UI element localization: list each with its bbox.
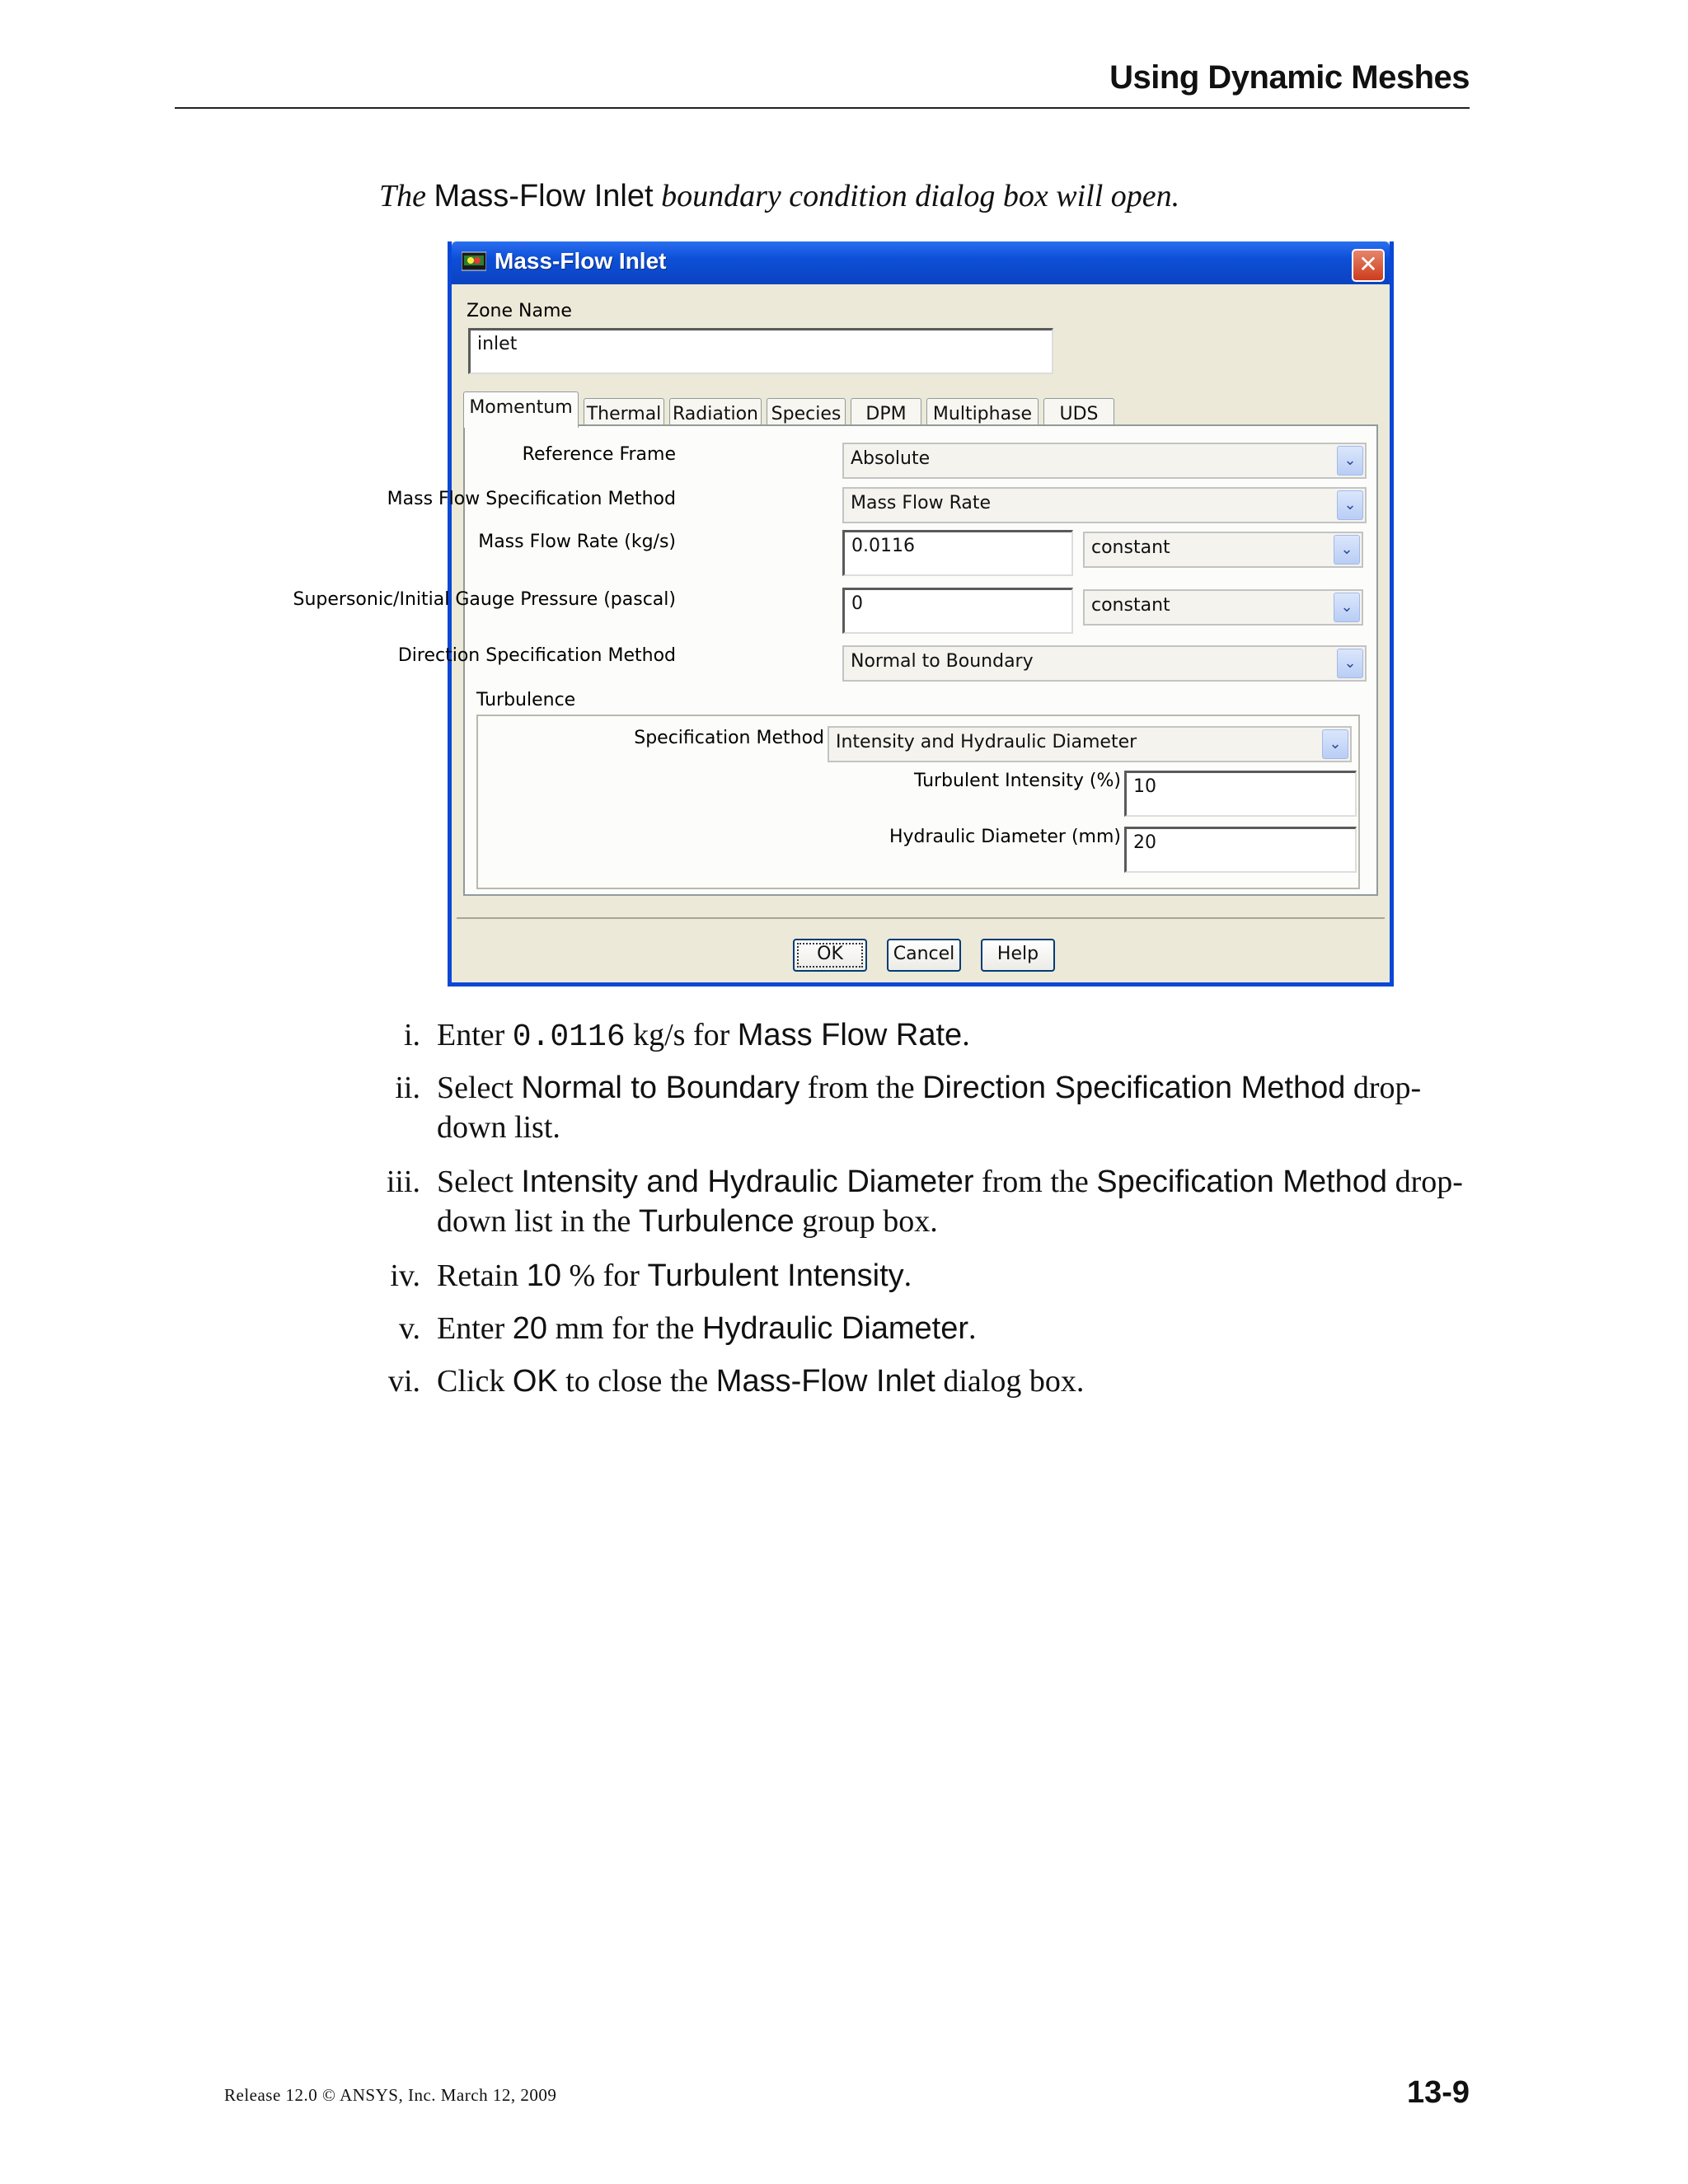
mass-flow-spec-label: Mass Flow Specification Method <box>387 489 676 509</box>
step-4-part: 10 <box>526 1258 561 1293</box>
direction-spec-label: Direction Specification Method <box>397 645 676 666</box>
step-4-part: Turbulent Intensity <box>647 1258 904 1293</box>
footer-release-note: Release 12.0 © ANSYS, Inc. March 12, 2009 <box>224 2085 557 2105</box>
step-3-continuation <box>437 1202 938 1241</box>
tab-multiphase[interactable]: Multiphase <box>926 398 1039 426</box>
running-header-title: Using Dynamic Meshes <box>1109 59 1470 96</box>
step-6-number: vi. <box>387 1364 420 1399</box>
direction-spec-value: Normal to Boundary <box>851 651 1034 672</box>
turbulent-intensity-input[interactable]: 10 <box>1124 771 1357 817</box>
step-3-part: group box. <box>794 1204 938 1239</box>
step-5-number: v. <box>398 1311 420 1346</box>
chevron-down-icon[interactable]: ⌄ <box>1337 446 1363 476</box>
tab-species[interactable]: Species <box>767 398 846 426</box>
tab-momentum[interactable]: Momentum <box>463 391 579 428</box>
mass-flow-spec-select[interactable] <box>842 487 1367 523</box>
step-5-text <box>437 1309 977 1348</box>
step-1-part: 0.0116 <box>512 1019 626 1055</box>
direction-spec-select[interactable] <box>842 645 1367 682</box>
gauge-pressure-input[interactable]: 0 <box>842 588 1073 634</box>
gauge-pressure-profile-value: constant <box>1091 595 1170 616</box>
hydraulic-diameter-input[interactable]: 20 <box>1124 827 1357 873</box>
step-3-text <box>437 1162 1463 1202</box>
turbulence-spec-method-select[interactable] <box>828 726 1352 762</box>
chevron-down-icon[interactable]: ⌄ <box>1334 535 1360 565</box>
step-3-part: down list in the <box>437 1204 639 1239</box>
step-1-text <box>437 1015 970 1057</box>
step-2-number: ii. <box>395 1071 420 1105</box>
turbulence-spec-method-value: Intensity and Hydraulic Diameter <box>836 732 1137 752</box>
turbulence-group-box <box>476 715 1360 889</box>
chevron-down-icon[interactable]: ⌄ <box>1322 729 1348 759</box>
gauge-pressure-label: Supersonic/Initial Gauge Pressure (pascal) <box>293 589 676 610</box>
step-2-part: from the <box>799 1071 923 1105</box>
ok-button[interactable]: OK <box>793 939 867 972</box>
tab-thermal[interactable]: Thermal <box>584 398 664 426</box>
step-4-number: iv. <box>390 1258 420 1293</box>
chevron-down-icon[interactable]: ⌄ <box>1334 593 1360 622</box>
page-number: 13-9 <box>1406 2075 1470 2110</box>
step-6-part: to close the <box>557 1364 716 1399</box>
mass-flow-rate-profile-select[interactable] <box>1083 532 1363 568</box>
step-5-part: 20 <box>512 1311 548 1346</box>
close-icon[interactable]: ✕ <box>1352 249 1385 282</box>
intro-dialog-name: Mass-Flow Inlet <box>434 179 654 213</box>
step-5-part: Enter <box>437 1311 513 1346</box>
step-1-number: i. <box>403 1018 420 1052</box>
step-2-part: Direction Specification Method <box>922 1071 1346 1105</box>
tab-radiation[interactable]: Radiation <box>669 398 762 426</box>
header-rule <box>175 107 1470 109</box>
turbulence-spec-method-label: Specification Method <box>634 728 824 748</box>
step-5-part: mm for the <box>547 1311 702 1346</box>
step-2-continuation: down list. <box>437 1110 560 1145</box>
step-3-part: Turbulence <box>638 1204 795 1239</box>
step-3-number: iii. <box>386 1165 420 1199</box>
step-3-part: Intensity and Hydraulic Diameter <box>521 1165 974 1199</box>
tab-uds[interactable]: UDS <box>1043 398 1114 426</box>
reference-frame-select[interactable] <box>842 443 1367 479</box>
mass-flow-inlet-dialog <box>293 241 1394 987</box>
step-2-text <box>437 1068 1421 1108</box>
button-bar-divider <box>457 917 1385 919</box>
step-2-part: drop- <box>1345 1071 1422 1105</box>
step-1-part: Enter <box>437 1018 513 1052</box>
turbulence-group-label: Turbulence <box>476 690 576 710</box>
mass-flow-rate-label: Mass Flow Rate (kg/s) <box>478 532 676 552</box>
reference-frame-label: Reference Frame <box>522 444 676 465</box>
help-button[interactable]: Help <box>981 939 1055 972</box>
mass-flow-spec-value: Mass Flow Rate <box>851 493 992 513</box>
dialog-title: Mass-Flow Inlet <box>495 248 667 274</box>
mass-flow-rate-profile-value: constant <box>1091 537 1170 558</box>
step-4-text <box>437 1256 912 1296</box>
cancel-button[interactable]: Cancel <box>887 939 961 972</box>
step-1-part: . <box>962 1018 970 1052</box>
step-5-part: . <box>968 1311 977 1346</box>
hydraulic-diameter-label: Hydraulic Diameter (mm) <box>889 827 1121 847</box>
chevron-down-icon[interactable]: ⌄ <box>1337 649 1363 678</box>
momentum-tab-panel <box>293 424 1378 896</box>
mass-flow-rate-input[interactable]: 0.0116 <box>842 530 1073 576</box>
step-4-part: . <box>903 1258 912 1293</box>
step-2-part: Normal to Boundary <box>521 1071 800 1105</box>
step-3-part: Specification Method <box>1096 1165 1388 1199</box>
intro-rest: boundary condition dialog box will open. <box>661 179 1180 213</box>
step-1-part: kg/s for <box>625 1018 738 1052</box>
turbulent-intensity-label: Turbulent Intensity (%) <box>913 771 1121 791</box>
step-4-part: % for <box>560 1258 648 1293</box>
zone-name-input[interactable]: inlet <box>468 328 1053 374</box>
reference-frame-value: Absolute <box>851 448 931 469</box>
step-6-part: Click <box>437 1364 513 1399</box>
zone-name-label: Zone Name <box>467 301 572 321</box>
step-6-text <box>437 1361 1084 1401</box>
chevron-down-icon[interactable]: ⌄ <box>1337 490 1363 520</box>
gauge-pressure-profile-select[interactable] <box>1083 589 1363 626</box>
step-6-part: Mass-Flow Inlet <box>715 1364 935 1399</box>
app-icon <box>462 251 486 272</box>
step-6-part: dialog box. <box>935 1364 1085 1399</box>
step-4-part: Retain <box>437 1258 527 1293</box>
step-2-part: Select <box>437 1071 522 1105</box>
step-6-part: OK <box>512 1364 558 1399</box>
step-3-part: from the <box>973 1165 1097 1199</box>
step-3-part: drop- <box>1387 1165 1463 1199</box>
intro-lead: The <box>379 179 426 213</box>
dialog-titlebar[interactable] <box>452 241 1390 284</box>
tab-dpm[interactable]: DPM <box>851 398 921 426</box>
step-1-part: Mass Flow Rate <box>737 1018 963 1052</box>
step-3-part: Select <box>437 1165 522 1199</box>
intro-sentence <box>379 178 1179 214</box>
step-5-part: Hydraulic Diameter <box>701 1311 969 1346</box>
